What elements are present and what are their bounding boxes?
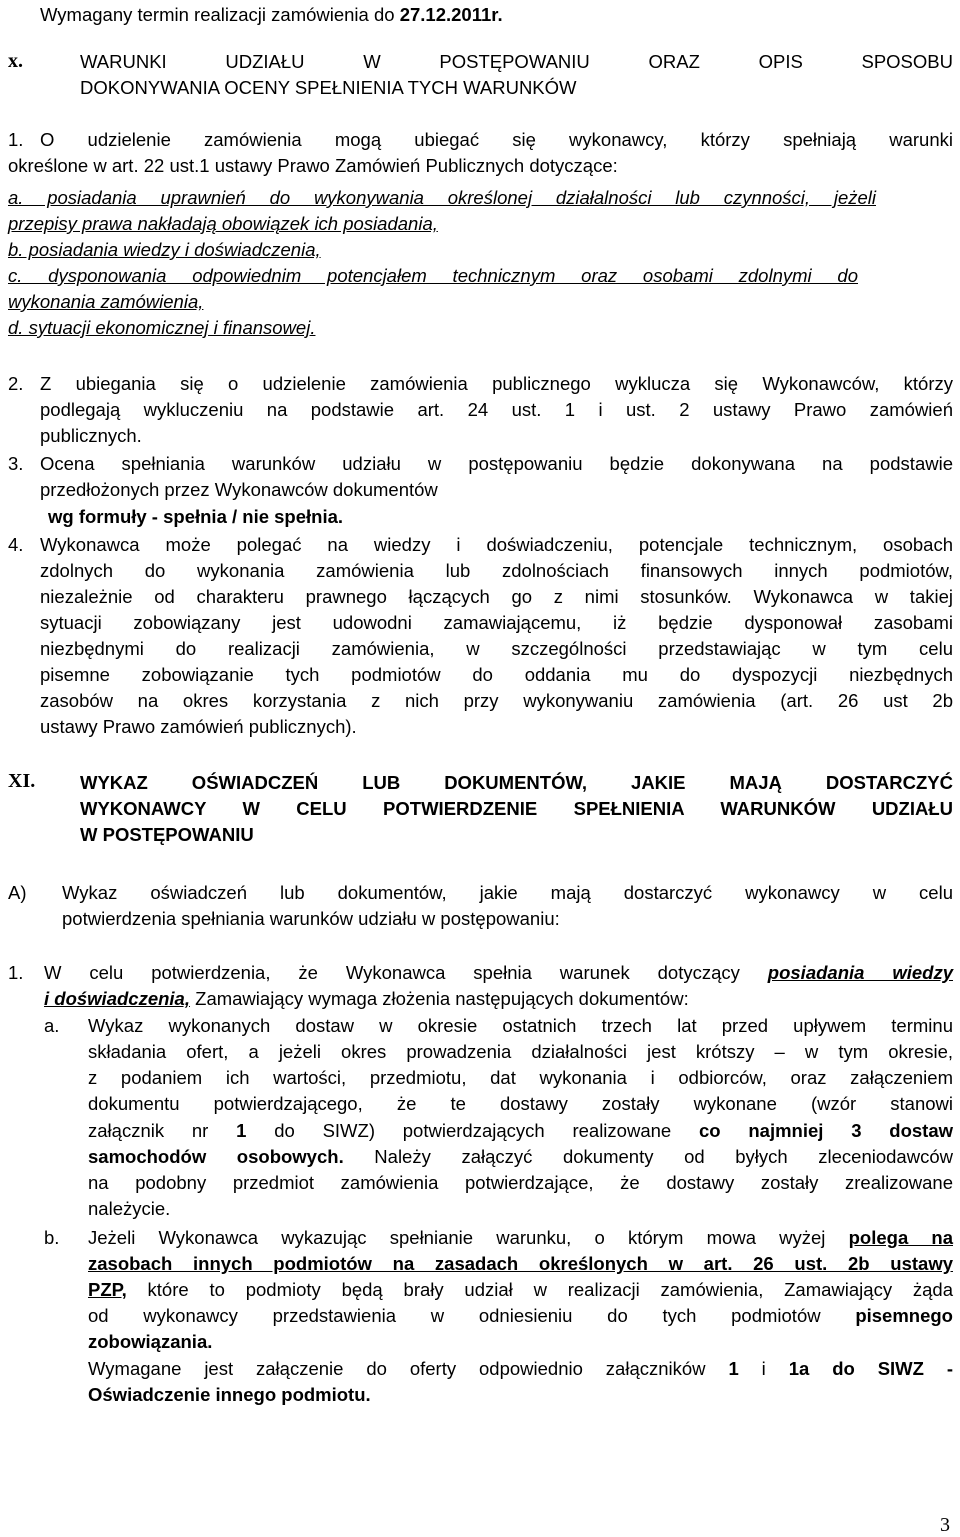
xi-b-line1: Jeżeli Wykonawca wykazując spełnianie warunku, o którym mowa wyżej polega na: [88, 1227, 953, 1248]
item2-number: 2.: [8, 373, 24, 394]
item4-line: sytuacji zobowiązany jest udowodni zamawiającemu, iż będzie dysponował zasobami: [40, 612, 953, 633]
item1-line1: O udzielenie zamówienia mogą ubiegać się wykonawcy, którzy spełniają warunki: [40, 129, 953, 150]
xi-b-line3: PZP, które to podmioty będą brały udział w realizacji zamówienia, Zamawiający żąda: [88, 1279, 953, 1300]
xi-b-label: b.: [44, 1227, 60, 1248]
xi-a-line: z podaniem ich wartości, przedmiotu, dat wykonania i odbiorców, oraz załączeniem: [88, 1067, 953, 1088]
xi-b-line6: Wymagane jest załączenie do oferty odpowiednio załączników 1 i 1a do SIWZ -: [88, 1358, 954, 1379]
item4-line: zasobów na okres korzystania z nich przy wykonywaniu zamówienia (art. 26 ust 2b: [40, 690, 953, 711]
xi-a-label: a.: [44, 1015, 60, 1036]
item4-line: niezależnie od charakteru prawnego łączących go z nimi stosunków. Wykonawca w takiej: [40, 586, 953, 607]
item4-line: niezbędnymi do realizacji zamówienia, w szczególności przedstawiając w tym celu: [40, 638, 953, 659]
item1-b: b. posiadania wiedzy i doświadczenia,: [8, 239, 321, 260]
xi-b-line4: od wykonawcy przedstawienia w odniesieniu do tych podmiotów pisemnego: [88, 1305, 953, 1326]
section-xi-title-line3: W POSTĘPOWANIU: [80, 824, 254, 845]
item2-line1: Z ubiegania się o udzielenie zamówienia publicznego wyklucza się Wykonawców, którzy: [40, 373, 953, 394]
section-xi-title-line1: WYKAZ OŚWIADCZEŃ LUB DOKUMENTÓW, JAKIE MAJĄ DOSTARCZYĆ: [80, 772, 953, 793]
list-a-label: A): [8, 882, 27, 903]
page-number: 3: [940, 1514, 950, 1536]
item1-c-line2: wykonania zamówienia,: [8, 291, 204, 312]
xi-a-line: Wykaz wykonanych dostaw w okresie ostatnich trzech lat przed upływem terminu: [88, 1015, 953, 1036]
item4-line: pisemne zobowiązanie tych podmiotów do oddania mu do dyspozycji niezbędnych: [40, 664, 953, 685]
item3-number: 3.: [8, 453, 24, 474]
xi-item1-line1: W celu potwierdzenia, że Wykonawca spełnia warunek dotyczący posiadania wiedzy: [44, 962, 953, 983]
item1-d: d. sytuacji ekonomicznej i finansowej.: [8, 317, 316, 338]
item1-a-line2: przepisy prawa nakładają obowiązek ich posiadania,: [8, 213, 438, 234]
xi-a-line5: załącznik nr 1 do SIWZ) potwierdzających realizowane co najmniej 3 dostaw: [88, 1120, 954, 1141]
xi-b-line5: zobowiązania.: [88, 1331, 213, 1352]
xi-a-line: na podobny przedmiot zamówienia potwierdzające, że dostawy zostały zrealizowane: [88, 1172, 953, 1193]
item3-formula: wg formuły - spełnia / nie spełnia.: [48, 506, 344, 527]
item1-line2: określone w art. 22 ust.1 ustawy Prawo Zamówień Publicznych dotyczące:: [8, 155, 618, 176]
section-x-title-line1: WARUNKI UDZIAŁU W POSTĘPOWANIU ORAZ OPIS SPOSOBU: [80, 51, 953, 72]
item4-line: ustawy Prawo zamówień publicznych).: [40, 716, 357, 737]
list-a-line1: Wykaz oświadczeń lub dokumentów, jakie mają dostarczyć wykonawcy w celu: [62, 882, 953, 903]
xi-a-line: dokumentu potwierdzającego, że te dostawy zostały wykonane (wzór stanowi: [88, 1093, 953, 1114]
requirement-highlight: posiadania wiedzy: [767, 962, 953, 983]
xi-a-line: składania ofert, a jeżeli okres prowadzenia działalności jest krótszy – w tym okresie,: [88, 1041, 953, 1062]
section-x-number: x.: [8, 50, 23, 72]
section-xi-title-line2: WYKONAWCY W CELU POTWIERDZENIE SPEŁNIENIA WARUNKÓW UDZIAŁU: [80, 798, 953, 819]
item2-line3: publicznych.: [40, 425, 142, 446]
item4-line: Wykonawca może polegać na wiedzy i doświadczeniu, potencjale technicznym, osobach: [40, 534, 953, 555]
requirement-highlight: i doświadczenia,: [44, 988, 190, 1009]
item1-c-line1: c. dysponowania odpowiednim potencjałem technicznym oraz osobami zdolnymi do: [8, 265, 858, 286]
item2-line2: podlegają wykluczeniu na podstawie art. 24 ust. 1 i ust. 2 ustawy Prawo zamówień: [40, 399, 953, 420]
item4-number: 4.: [8, 534, 24, 555]
section-x-title-line2: DOKONYWANIA OCENY SPEŁNIENIA TYCH WARUNKÓW: [80, 77, 577, 98]
xi-item1-line2: i doświadczenia, Zamawiający wymaga złożenia następujących dokumentów:: [44, 988, 689, 1009]
item1-a-line1: a. posiadania uprawnień do wykonywania określonej działalności lub czynności, jeżeli: [8, 187, 876, 208]
item4-line: zdolnych do wykonania zamówienia lub zdolnościach finansowych innych podmiotów,: [40, 560, 953, 581]
list-a-line2: potwierdzenia spełniania warunków udziału w postępowaniu:: [62, 908, 560, 929]
section-xi-number: XI.: [8, 770, 36, 792]
deadline-line: Wymagany termin realizacji zamówienia do 27.12.2011r.: [40, 4, 503, 25]
item3-line1: Ocena spełniania warunków udziału w postępowaniu będzie dokonywana na podstawie: [40, 453, 953, 474]
item3-line2: przedłożonych przez Wykonawców dokumentów: [40, 479, 438, 500]
xi-b-line2: zasobach innych podmiotów na zasadach określonych w art. 26 ust. 2b ustawy: [88, 1253, 953, 1274]
item1-number: 1.: [8, 129, 24, 150]
xi-a-line: należycie.: [88, 1198, 171, 1219]
xi-b-line7: Oświadczenie innego podmiotu.: [88, 1384, 371, 1405]
deadline-date: 27.12.2011r.: [399, 4, 503, 25]
xi-a-line6: samochodów osobowych. Należy załączyć dokumenty od byłych zleceniodawców: [88, 1146, 953, 1167]
xi-item1-number: 1.: [8, 962, 24, 983]
